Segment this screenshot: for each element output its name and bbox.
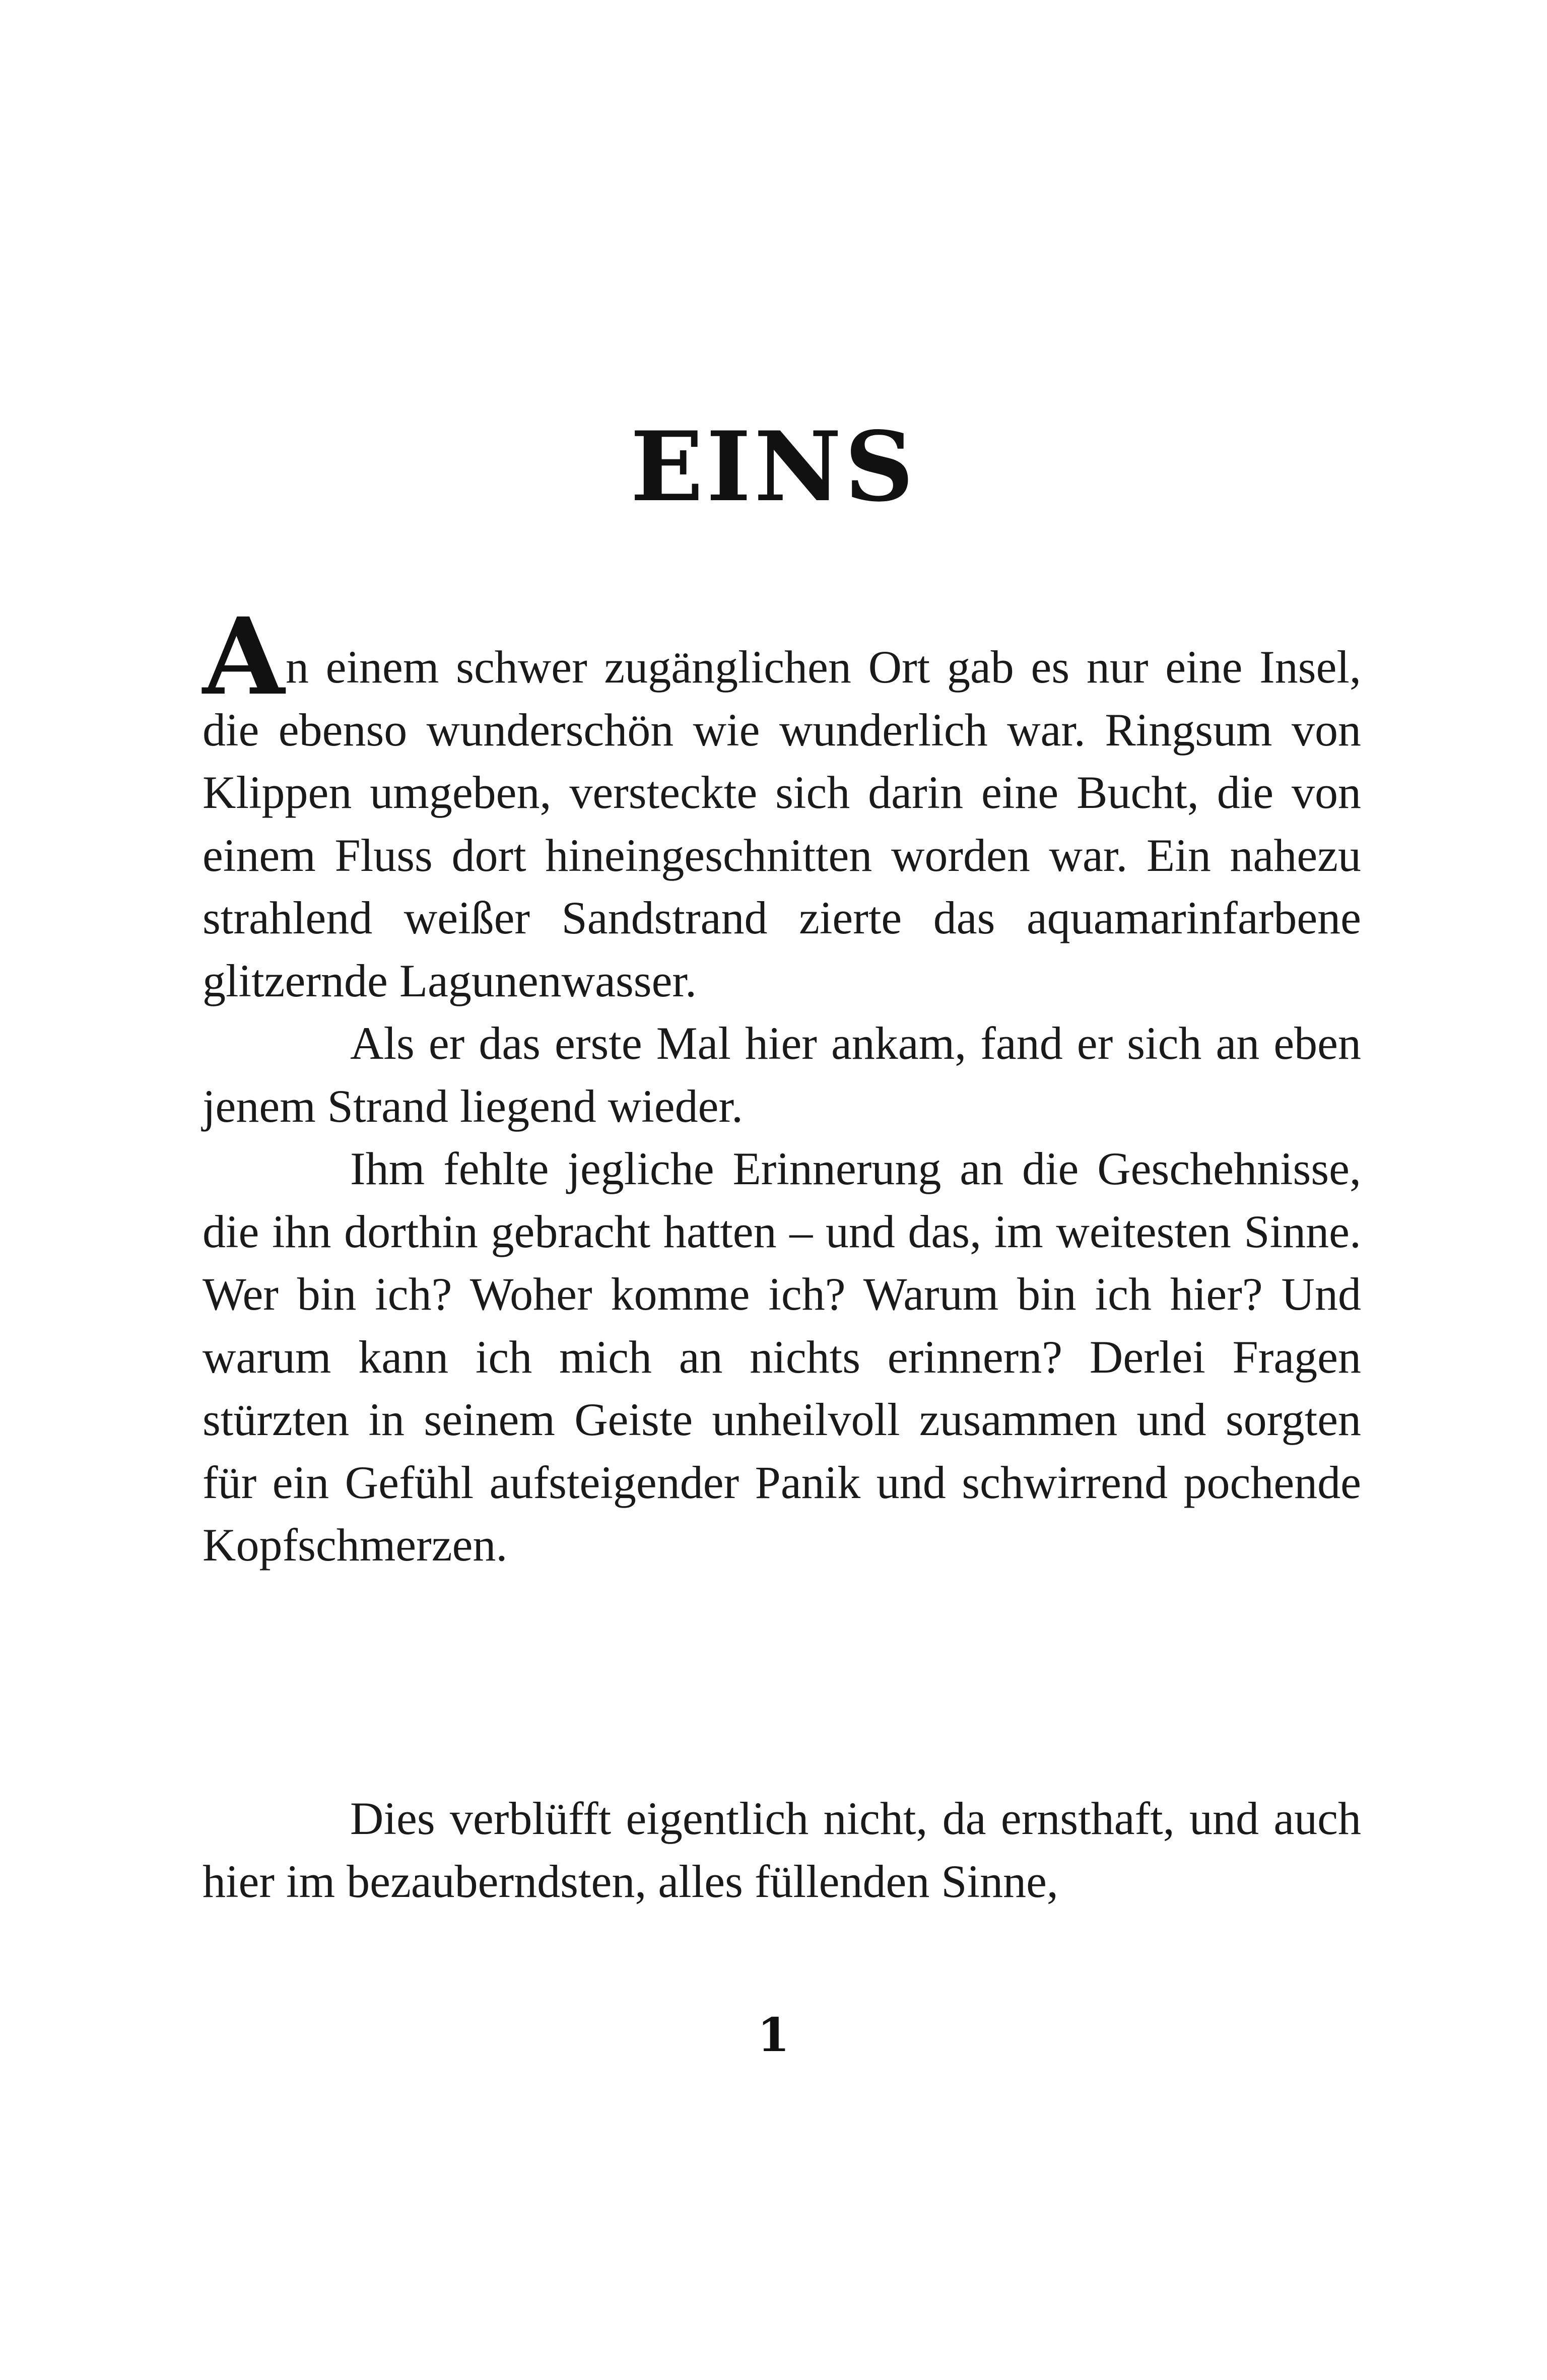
paragraph-opening xyxy=(203,594,1361,1012)
paragraph-opening-text: n einem schwer zugänglichen Ort gab es nur eine Insel, die ebenso wunderschön wie wunderlich war. Ringsum von Klippen umgeben, versteckte sich darin eine Bucht, die von einem Fluss dort hineingeschnitten worden war. Ein nahezu strahlend weißer Sandstrand zierte das aquamarinfarbene glitzernde Lagunenwasser. xyxy=(203,641,1361,1006)
chapter-text xyxy=(203,594,1361,1577)
paragraph: Als er das erste Mal hier ankam, fand er sich an eben jenem Strand liegend wieder. xyxy=(203,1017,1361,1132)
drop-cap-letter: A xyxy=(203,594,285,719)
page-number: 1 xyxy=(757,2008,790,2062)
paragraph: Dies verblüfft eigentlich nicht, da ernsthaft, und auch hier im bezauberndsten, alles füllenden Sinne, xyxy=(203,1793,1361,1907)
chapter-text-continued xyxy=(203,1787,1361,1913)
chapter-title: EINS xyxy=(630,411,917,523)
paragraph: Ihm fehlte jegliche Erinnerung an die Geschehnisse, die ihn dorthin gebracht hatten – und das, im weitesten Sinne. Wer bin ich? Woher komme ich? Warum bin ich hier? Und warum kann ich mich an nichts erinnern? Derlei Fragen stürzten in seinem Geiste unheilvoll zusammen und sorgten für ein Gefühl aufsteigender Panik und schwirrend pochende Kopfschmerzen. xyxy=(203,1143,1361,1571)
